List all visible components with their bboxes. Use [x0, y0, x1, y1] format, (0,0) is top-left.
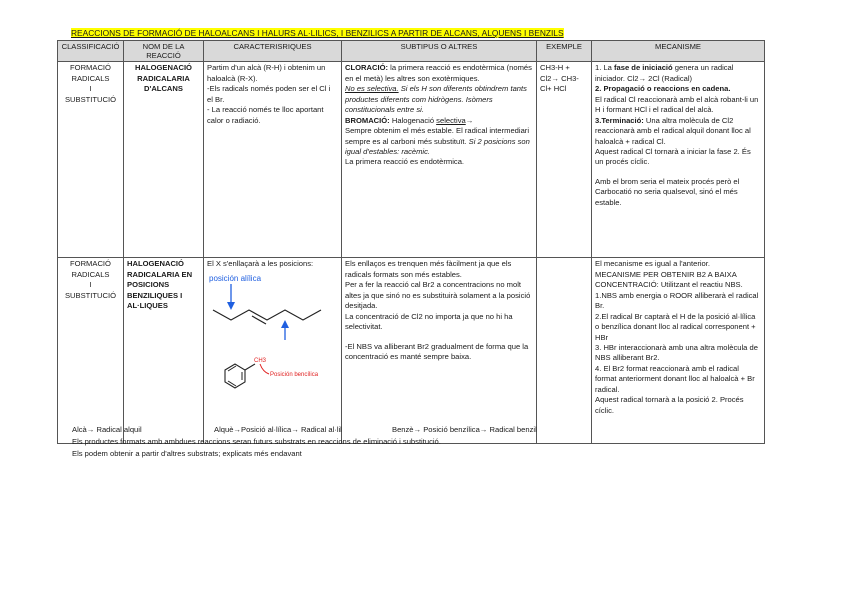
reaction-name: HALOGENACIÓ RADICALARIA D'ALCANS	[135, 63, 192, 94]
aromatic-bond-icon	[228, 366, 236, 371]
caracteristica: - La reacció només te lloc aportant calor o radiació.	[207, 105, 324, 125]
mec-p4: Aquest radical Cl tornarà a iniciar la fase 2. És un procés cíclic.	[595, 146, 751, 167]
caracteristiques-cell	[204, 258, 342, 444]
subtipus-cell	[342, 258, 537, 444]
reaction-name-cell	[124, 62, 204, 258]
mec-line: Aquest radical tornarà a la posició 2. Procés cíclic.	[595, 395, 744, 415]
cloracio-text: la primera reacció es endotèrmica (només en el metà) les altres son exotèrmiques.	[345, 63, 532, 83]
mec-line: 1.NBS amb energia o ROOR alliberarà el radical Br.	[595, 290, 759, 311]
reaction-name: HALOGENACIÓ RADICALARIA EN POSICIONS BENZILIQUES I AL·LIQUES	[127, 259, 193, 311]
structure-diagram	[207, 270, 337, 392]
caracteristica: Partim d'un alcà (R-H) i obtenim un haloalcà (R-X).	[207, 63, 326, 83]
footer-line-2: Els productes formats amb ambdues reaccions seran futurs substrats en reaccions de eliminació i substitució.	[72, 437, 441, 446]
header-exemple: EXEMPLE	[537, 41, 592, 62]
no-selectiva-para	[345, 84, 533, 115]
mec-line: 2.El radical Br captarà el H de la posició al·lílica o benzílica donant lloc al radical corresponent + HBr	[595, 311, 756, 342]
header-nom: NOM DE LA REACCIÓ	[124, 41, 204, 62]
subtipus-line: La concentració de Cl2 no importa ja que no hi ha selectivitat.	[345, 311, 513, 332]
class-line: SUBSTITUCIÓ	[64, 94, 117, 104]
footer-line-3: Els podem obtenir a partir d'altres substrats; explicats més endavant	[72, 449, 302, 458]
caracteristica: -Els radicals només poden ser el Cl i el Br.	[207, 84, 331, 104]
subtipus-cell	[342, 62, 537, 258]
page-title: REACCIONS DE FORMACIÓ DE HALOALCANS I HALURS AL·LILICS, I BENZILICS A PARTIR DE ALCANS, ALQUENS I BENZILS	[71, 28, 564, 38]
mec-p1-bold: fase de iniciació	[614, 63, 673, 73]
class-line: FORMACIÓ	[70, 259, 111, 269]
classificacio-cell	[58, 258, 124, 444]
mec-line: El mecanisme es igual a l'anterior.	[595, 259, 710, 269]
class-line: I	[89, 280, 92, 290]
footer-benze: Benzè→ Posició benzílica→ Radical benzil	[392, 425, 537, 434]
mec-p2-text: El radical Cl reaccionarà amb el alcà robant-li un H i formant HCl i el radical del alcà.	[595, 94, 759, 115]
arrow-icon: →	[465, 115, 474, 125]
no-selectiva-label: No es selectiva.	[345, 84, 399, 94]
classificacio-cell	[58, 62, 124, 258]
bromacio-selectiva: selectiva	[436, 115, 466, 125]
subtipus-line: Els enllaços es trenquen més fàcilment ja que els radicals formats son més estables.	[345, 259, 512, 279]
mec-p3-text: Una altra molècula de Cl2 reaccionarà amb el radical alquil donant lloc al haloalcà + radical Cl.	[595, 115, 751, 146]
cloracio-label: CLORACIÓ:	[345, 63, 389, 73]
mec-p1-post: genera un radical iniciador. Cl2→ 2Cl (Radical)	[595, 63, 734, 83]
mec-line: MECANISME PER OBTENIR B2 A BAIXA CONCENTRACIÓ: Utilitzant el reactiu NBS.	[595, 269, 743, 290]
mec-p3	[595, 116, 761, 147]
footer-alque: Alquè→Posició al·lílica→ Radical al·lil	[214, 425, 342, 434]
bromacio-pre: Halogenació	[389, 115, 437, 125]
ch3-label: CH3	[254, 357, 267, 364]
molecule-svg	[207, 270, 337, 392]
subtipus-line: Per a fer la reacció cal Br2 a concentracions no molt altes ja que sinó no es substituirà solament a la posició desitjada.	[345, 280, 531, 311]
mecanisme-cell	[592, 258, 765, 444]
reactions-table	[57, 40, 765, 444]
bromacio-ital: Si 2 posicions son igual d'estables: racèmic.	[345, 136, 530, 156]
caracteristiques-cell	[204, 62, 342, 258]
mec-p2-bold: 2. Propagació o reaccions en cadena.	[595, 84, 731, 94]
subtipus-line: -El NBS va alliberant Br2 gradualment de forma que la concentració es manté sempre baixa.	[345, 341, 529, 361]
header-subtipus: SUBTIPUS O ALTRES	[342, 41, 537, 62]
aromatic-bond-icon	[228, 381, 236, 386]
mec-line: 3. HBr interaccionarà amb una altra molècula de NBS alliberant Br2.	[595, 342, 758, 363]
mec-p5: Amb el brom seria el mateix procés però el Carbocatió no seria qualsevol, sinó el més estable.	[595, 176, 740, 207]
bromacio-end: La primera reacció es endotèrmica.	[345, 157, 465, 167]
class-line: FORMACIÓ	[70, 63, 111, 73]
bromacio-para	[345, 116, 533, 126]
allylic-arrowhead-icon	[281, 320, 289, 328]
table-header-row	[58, 41, 765, 62]
mec-line: 4. El Br2 format reaccionarà amb el radical format anteriorment donant lloc al haloalcà + Br radical.	[595, 363, 755, 394]
benzyl-bond-icon	[245, 364, 255, 370]
caracteristica: El X s'enllaçarà a les posicions:	[207, 259, 314, 269]
reaction-name-cell	[124, 258, 204, 444]
allylic-arrowhead-icon	[227, 302, 235, 310]
hexene-chain-icon	[213, 310, 321, 320]
exemple-text: CH3-H + Cl2→ CH3-Cl+ HCl	[540, 63, 579, 94]
exemple-cell	[537, 62, 592, 258]
header-classificacio: CLASSIFICACIÓ	[58, 41, 124, 62]
mec-p3-bold: 3.Terminació:	[595, 115, 644, 125]
cloracio-para	[345, 63, 533, 84]
footer-alca: Alcà→ Radical alquil	[72, 425, 142, 434]
benzylic-arrow-icon	[260, 364, 269, 374]
exemple-cell	[537, 258, 592, 444]
bromacio-label: BROMACIÓ:	[345, 115, 390, 125]
allylic-label: posición alílica	[209, 273, 262, 283]
header-mecanisme: MECANISME	[592, 41, 765, 62]
table-row	[58, 62, 765, 258]
benzylic-label: Posición bencílica	[270, 371, 319, 378]
bromacio-text: Sempre obtenim el més estable. El radical intermediari sempre es al carboni més substituït.	[345, 126, 530, 146]
class-line: I	[89, 84, 92, 94]
mec-p1-pre: 1. La	[595, 63, 614, 73]
class-line: RADICALS	[71, 73, 110, 83]
class-line: SUBSTITUCIÓ	[64, 290, 117, 300]
header-caracteristiques: CARACTERISRIQUES	[204, 41, 342, 62]
mec-p1	[595, 63, 761, 84]
table-row	[58, 258, 765, 444]
double-bond-icon	[252, 316, 266, 324]
mecanisme-cell	[592, 62, 765, 258]
no-selectiva-text: Si els H son diferents obtindrem tants productes diferents com hidrògens. Isòmers constitucionals entre si.	[345, 84, 527, 115]
bromacio-detail	[345, 126, 533, 157]
class-line: RADICALS	[71, 269, 110, 279]
